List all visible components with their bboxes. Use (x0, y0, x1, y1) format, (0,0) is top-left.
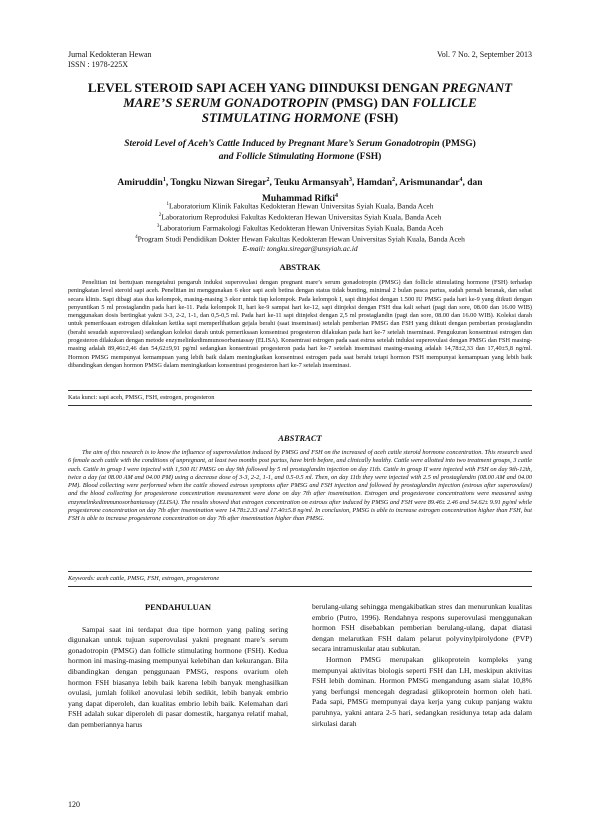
affil-text: Laboratorium Reproduksi Fakultas Kedokteran Hewan Universitas Syiah Kuala, Banda Aceh (161, 212, 442, 222)
body-column-right (312, 602, 532, 729)
title-italic-part: FOLLICLE (412, 95, 477, 110)
article-title (68, 80, 532, 125)
title-part: (PMSG) DAN (328, 95, 413, 110)
kata-kunci: Kata kunci: sapi aceh, PMSG, FSH, estrogen, progesteron (68, 394, 215, 401)
subtitle-part: (PMSG) (439, 139, 476, 149)
affil-mark: 4 (135, 235, 138, 240)
subtitle-part: Steroid Level of Aceh’s Cattle Induced by Pregnant Mare’s Serum Gonadotropin (124, 139, 440, 149)
affil-text: Laboratorium Farmakologi Fakultas Kedokteran Hewan Universitas Syiah Kuala, Banda Aceh (159, 223, 444, 233)
abstract-heading: ABSTRACT (278, 433, 322, 443)
author-affil-mark: 3 (348, 177, 352, 183)
affil-mark: 3 (156, 224, 160, 229)
body-paragraph: Hormon PMSG merupakan glikoprotein kompleks yang mempunyai aktivitas biologis seperti FSH dan LH, meskipun aktivitas FSH lebih dominan. Hormon PMSG mengandung asam sialat 10,8% yang berfungsi mencegah degradasi glikoprotein hormon oleh hati. Pada sapi, PMSG mempunyai daya kerja yang cukup panjang waktu paruhnya, yakni antara 2-5 hari, sedangkan residunya tetap ada dalam sirkulasi darah (312, 654, 532, 728)
author-name: Muhammad Rifki (261, 193, 336, 204)
author-affil-mark: 1 (162, 177, 166, 183)
affil-text: Laboratorium Klinik Fakultas Kedokteran Hewan Universitas Syiah Kuala, Banda Aceh (168, 201, 434, 211)
author-name: , Hamdan (351, 178, 393, 189)
running-header-right (437, 50, 532, 60)
page-number: 120 (68, 800, 80, 809)
author-name: , dan (462, 178, 483, 189)
title-part: LEVEL STEROID SAPI ACEH YANG DIINDUKSI DENGAN (87, 80, 443, 95)
journal-volume: Vol. 7 No. 2, September 2013 (437, 50, 532, 59)
abstract-divider-bottom (68, 586, 532, 587)
affiliation-line (90, 233, 510, 244)
author-name: , Arismunandar (395, 178, 460, 189)
contact-email[interactable]: E-mail: tongku.siregar@unsyiah.ac.id (242, 244, 358, 253)
affiliation-line (90, 211, 510, 222)
body-paragraph: Sampai saat ini terdapat dua tipe hormon yang paling sering digunakan untuk tujuan superovulasi yakni pregnant mare’s serum gonadotropin (PMSG) dan follicle stimulating hormone (FSH). Kedua hormon ini masing-masing mempunyai kelebihan dan kekurangan. Bila dibandingkan dengan penggunaan PMSG, respons ovarium oleh hormon FSH biasanya lebih baik karena lebih banyak menghasilkan ovulasi, jumlah folikel anovulasi lebih sedikit, lebih banyak embrio yang dapat diperoleh, dan kualitas embrio lebih baik. Kelemahan dari FSH adalah sukar diperoleh di pasar domestik, harganya relatif mahal, dan pemberiannya harus (68, 624, 288, 729)
title-italic-part: STIMULATING HORMONE (201, 110, 362, 125)
title-italic-part: PREGNANT (442, 80, 513, 95)
author-name: , Tongku Nizwan Siregar (165, 178, 267, 189)
article-subtitle-english (80, 138, 520, 163)
abstrak-divider-bottom (68, 405, 532, 406)
affiliation-line (90, 222, 510, 233)
title-italic-part: MARE’S SERUM GONADOTROPIN (123, 95, 329, 110)
abstrak-divider-top (68, 390, 532, 391)
abstrak-heading: ABSTRAK (279, 262, 321, 272)
pendahuluan-heading: PENDAHULUAN (144, 602, 212, 612)
affil-mark: 1 (166, 202, 169, 207)
body-paragraph: berulang-ulang sehingga mengakibatkan stres dan menurunkan kualitas embrio (Putro, 1996). Rendahnya respons superovulasi menggunakan hormon FSH disebabkan pemberian berulang-ulang, dapat diatasi dengan melarutkan FSH dalam pelarut polyvinylpirolydone (PVP) secara intramuskular atau subkutan. (312, 602, 532, 654)
journal-issn: ISSN : 1978-225X (68, 60, 129, 69)
title-part: (FSH) (361, 110, 399, 125)
affil-mark: 2 (158, 213, 162, 218)
subtitle-part: (FSH) (354, 151, 382, 162)
abstrak-body: Penelitian ini bertujuan mengetahui pengaruh induksi superovulasi dengan pregnant mare’s serum gonadotropin (PMSG) dan follicle stimulating hormone (FSH) terhadap peningkatan level steroid sapi aceh. Penelitian ini menggunakan 6 ekor sapi aceh betina dengan status tidak bunting, minimal 2 bulan pasca partus, sudah pernah beranak, dan sehat secara klinis. Sapi dibagi atas dua kelompok, masing-masing 3 ekor untuk tiap kelompok. Pada kelompok I, sapi diinjeksi dengan 1.500 IU PMSG pada hari ke-9 yang diikuti dengan penyuntikan 5 ml prostaglandin pada hari ke-11. Pada kelompok II, hari ke-9 sampai hari ke-12, sapi diinjeksi dengan FSH dua kali sehari (pagi dan sore, 08.00 dan 16.00 WIB) menggunakan dosis bertingkat yakni 3-3, 2-2, 1-1, dan 0,5-0,5 ml. Pada hari ke-11 sapi diinjeksi dengan 2,5 ml prostaglandin (pagi dan sore, 08.00 dan 16.00 WIB). Koleksi darah untuk pemeriksaan estrogen dilakukan ketika sapi memperlihatkan gejala berahi (saat inseminasi) setelah pemberian PMSG dan FSH yang diikuti dengan pemberian prostaglandin (berahi sesudah superovulasi) sedangkan koleksi darah untuk pemeriksaan konsentrasi progesteron dilakukan pada hari ke-7 setelah inseminasi. Pengukuran konsentrasi estrogen dan progesteron dilakukan dengan metode enzymelinkedimmunosorbantassay (ELISA). Konsentrasi estrogen pada saat estrus setelah induksi superovulasi dengan PMSG dan FSH masing-masing adalah 89,46±2,46 dan 54,62±9,91 pg/ml sedangkan konsentrasi progesteron pada hari ke-7 setelah inseminasi masing-masing adalah 14,78±2,33 dan 17,40±5,8 ng/ml. Hormon PMSG mempunyai kemampuan yang lebih baik dalam meningkatkan konsentrasi estrogen pada saat berahi tetapi hormon FSH mempunyai kemampuan yang lebih baik dibandingkan dengan hormon PMSG dalam meningkatkan konsentrasi progesteron hari ke-7 setelah inseminasi. (68, 279, 532, 369)
author-affil-mark: 4 (459, 177, 463, 183)
author-affil-mark: 2 (266, 177, 270, 183)
body-column-left (68, 602, 288, 731)
abstract-body: The aim of this research is to know the influence of superovulation induced by PMSG and FSH on the increased of aceh cattle steroid hormone concentration. This research used 6 female aceh cattle with the conditions of unpregnant, at least two months post partus, have birth before, and clinically healthy. Cattle were allotted into two treatment groups, 3 cattle each. Cattle in group I were injected with 1,500 IU PMSG on day 9th followed by 5 ml prostaglandin injection on day 11th. Cattle in group II were injected with FSH on day 9th-12th, twice a day (at 08.00 AM and 04.00 PM) using a decrease dose of 3-3, 2-2, 1-1, and 0.5-0.5 ml. Then, on day 11th they were injected with 2.5 ml prostaglandin (08.00 AM and 04.00 PM). Blood collecting were performed when the cattle showed estrous symptoms after PMSG and FSH injection and followed by prostaglandin injection (estrous after superovulasi) and the blood collecting for progesterone concentration measurement were done on day 7th after insemination. Estrogen and progesterone concentrations were measured using enzymelinkedimmunosorbantassay (ELISA). The results showed that estrogen concentration on estrous after induced by PMSG and FSH were 89.46± 2.46 and 54.62± 9.91 pg/ml while progesterone concentration on day 7th after insemination were 14.78±2.33 and 17.40±5.8 ng/ml. In conclusion, PMSG is able to increase estrogen concentration higher than FSH, but FSH is able to increase progesterone concentration on day 7th after insemination higher than PMSG. (68, 449, 532, 523)
running-header-left (68, 50, 152, 70)
keywords: Keywords: aceh cattle, PMSG, FSH, estrogen, progesterone (68, 575, 220, 582)
subtitle-part: and Follicle Stimulating Hormone (218, 151, 355, 162)
affiliations (90, 200, 510, 254)
journal-name: Jurnal Kedokteran Hewan (68, 50, 152, 59)
author-affil-mark: 2 (392, 177, 396, 183)
author-affil-mark: 4 (335, 192, 339, 199)
author-name: Amiruddin (117, 178, 163, 189)
author-name: , Teuku Armansyah (269, 178, 349, 189)
abstract-divider-top (68, 571, 532, 572)
affiliation-line (90, 200, 510, 211)
affil-text: Program Studi Pendidikan Dokter Hewan Fakultas Kedokteran Hewan Universitas Syiah Kuala, Banda Aceh (137, 234, 465, 244)
